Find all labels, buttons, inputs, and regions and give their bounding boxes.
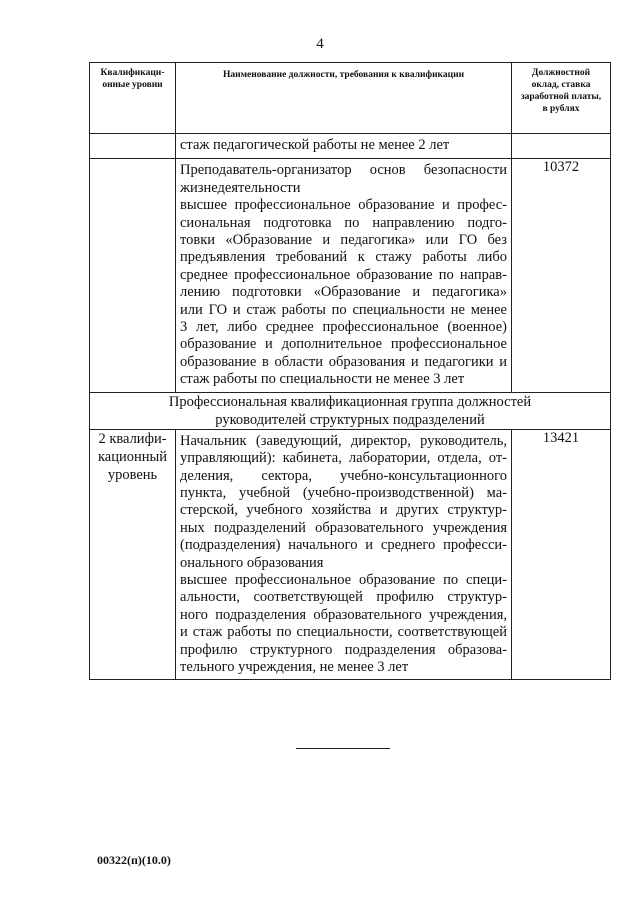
text-line: ных подразделений образовательного учреждения <box>180 519 507 536</box>
header-salary: Должностной оклад, ставка заработной платы, в рублях <box>512 63 611 134</box>
level-line: кационный <box>97 448 168 465</box>
text-line: высшее профессиональное образование и профес- <box>180 197 507 214</box>
text-line: пункта, учебной (учебно-производственной) ма- <box>180 484 507 501</box>
text-line: жизнедеятельности <box>180 179 301 196</box>
text-line: лению подготовки «Образование и педагогика» <box>180 284 507 301</box>
salary-value: 13421 <box>542 429 580 446</box>
text-line: онального образования <box>180 554 324 571</box>
table-row <box>90 134 611 159</box>
position-cell <box>176 159 512 392</box>
text-line: деления, сектора, учебно-консультационного <box>180 467 507 484</box>
group-heading-line: руководителей структурных подразделений <box>215 411 485 428</box>
level-cell <box>90 429 176 680</box>
text-line: альности, соответствующей профилю структур- <box>180 589 507 606</box>
group-heading-row <box>90 392 611 429</box>
level-line: уровень <box>107 466 158 483</box>
text-line: Преподаватель-организатор основ безопасности <box>180 162 507 179</box>
table-row <box>90 159 611 392</box>
text-line: и стаж работы по специальности, соответствующей <box>180 624 507 641</box>
header-qualification-levels: Квалификаци- онные уровни <box>90 63 176 134</box>
text-line: товки «Образование и педагогика» или ГО без <box>180 232 507 249</box>
level-cell-empty <box>90 134 176 159</box>
salary-cell <box>512 429 611 680</box>
text-line: Начальник (заведующий, директор, руководитель, <box>180 432 507 449</box>
text-line: стаж педагогической работы не менее 2 лет <box>180 137 450 153</box>
text-line: профилю структурного подразделения образова- <box>180 641 507 658</box>
text-line: тельного учреждения, не менее 3 лет <box>180 658 409 675</box>
text-line: образование и дополнительное профессиональное <box>180 336 507 353</box>
header-position-name: Наименование должности, требования к квалификации <box>176 63 512 134</box>
salary-value: 10372 <box>542 159 580 176</box>
text-line: среднее профессиональное образование по направ- <box>180 266 507 283</box>
salary-cell <box>512 159 611 392</box>
text-line: или ГО и стаж работы по специальности не менее <box>180 301 507 318</box>
group-heading <box>90 392 611 429</box>
position-cell <box>176 134 512 159</box>
text-line: (подразделения) начального и среднего професси- <box>180 537 507 554</box>
text-line: стаж работы по специальности не менее 3 лет <box>180 371 465 388</box>
text-line: предъявления требований к стажу работы либо <box>180 249 507 266</box>
text-line: 3 лет, либо среднее профессиональное (военное) <box>180 319 507 336</box>
text-line: образование в области образования и педагогики и <box>180 353 507 370</box>
salary-table <box>89 62 611 680</box>
salary-cell-empty <box>512 134 611 159</box>
separator-line <box>296 748 390 749</box>
position-cell <box>176 429 512 680</box>
text-line: управляющий): кабинета, лаборатории, отдела, от- <box>180 450 507 467</box>
footer-code: 00322(п)(10.0) <box>97 853 171 867</box>
level-line: 2 квалифи- <box>98 430 167 447</box>
level-cell-empty <box>90 159 176 392</box>
text-line: сиональная подготовка по направлению подго- <box>180 214 507 231</box>
text-line: высшее профессиональное образование по специ- <box>180 571 507 588</box>
page-number: 4 <box>316 36 324 52</box>
text-line: ного подразделения образовательного учреждения, <box>180 606 507 623</box>
table-row <box>90 429 611 680</box>
text-line: стерской, учебного хозяйства и других структур- <box>180 502 507 519</box>
group-heading-line: Профессиональная квалификационная группа должностей <box>168 393 532 410</box>
table-header-row <box>90 63 611 134</box>
